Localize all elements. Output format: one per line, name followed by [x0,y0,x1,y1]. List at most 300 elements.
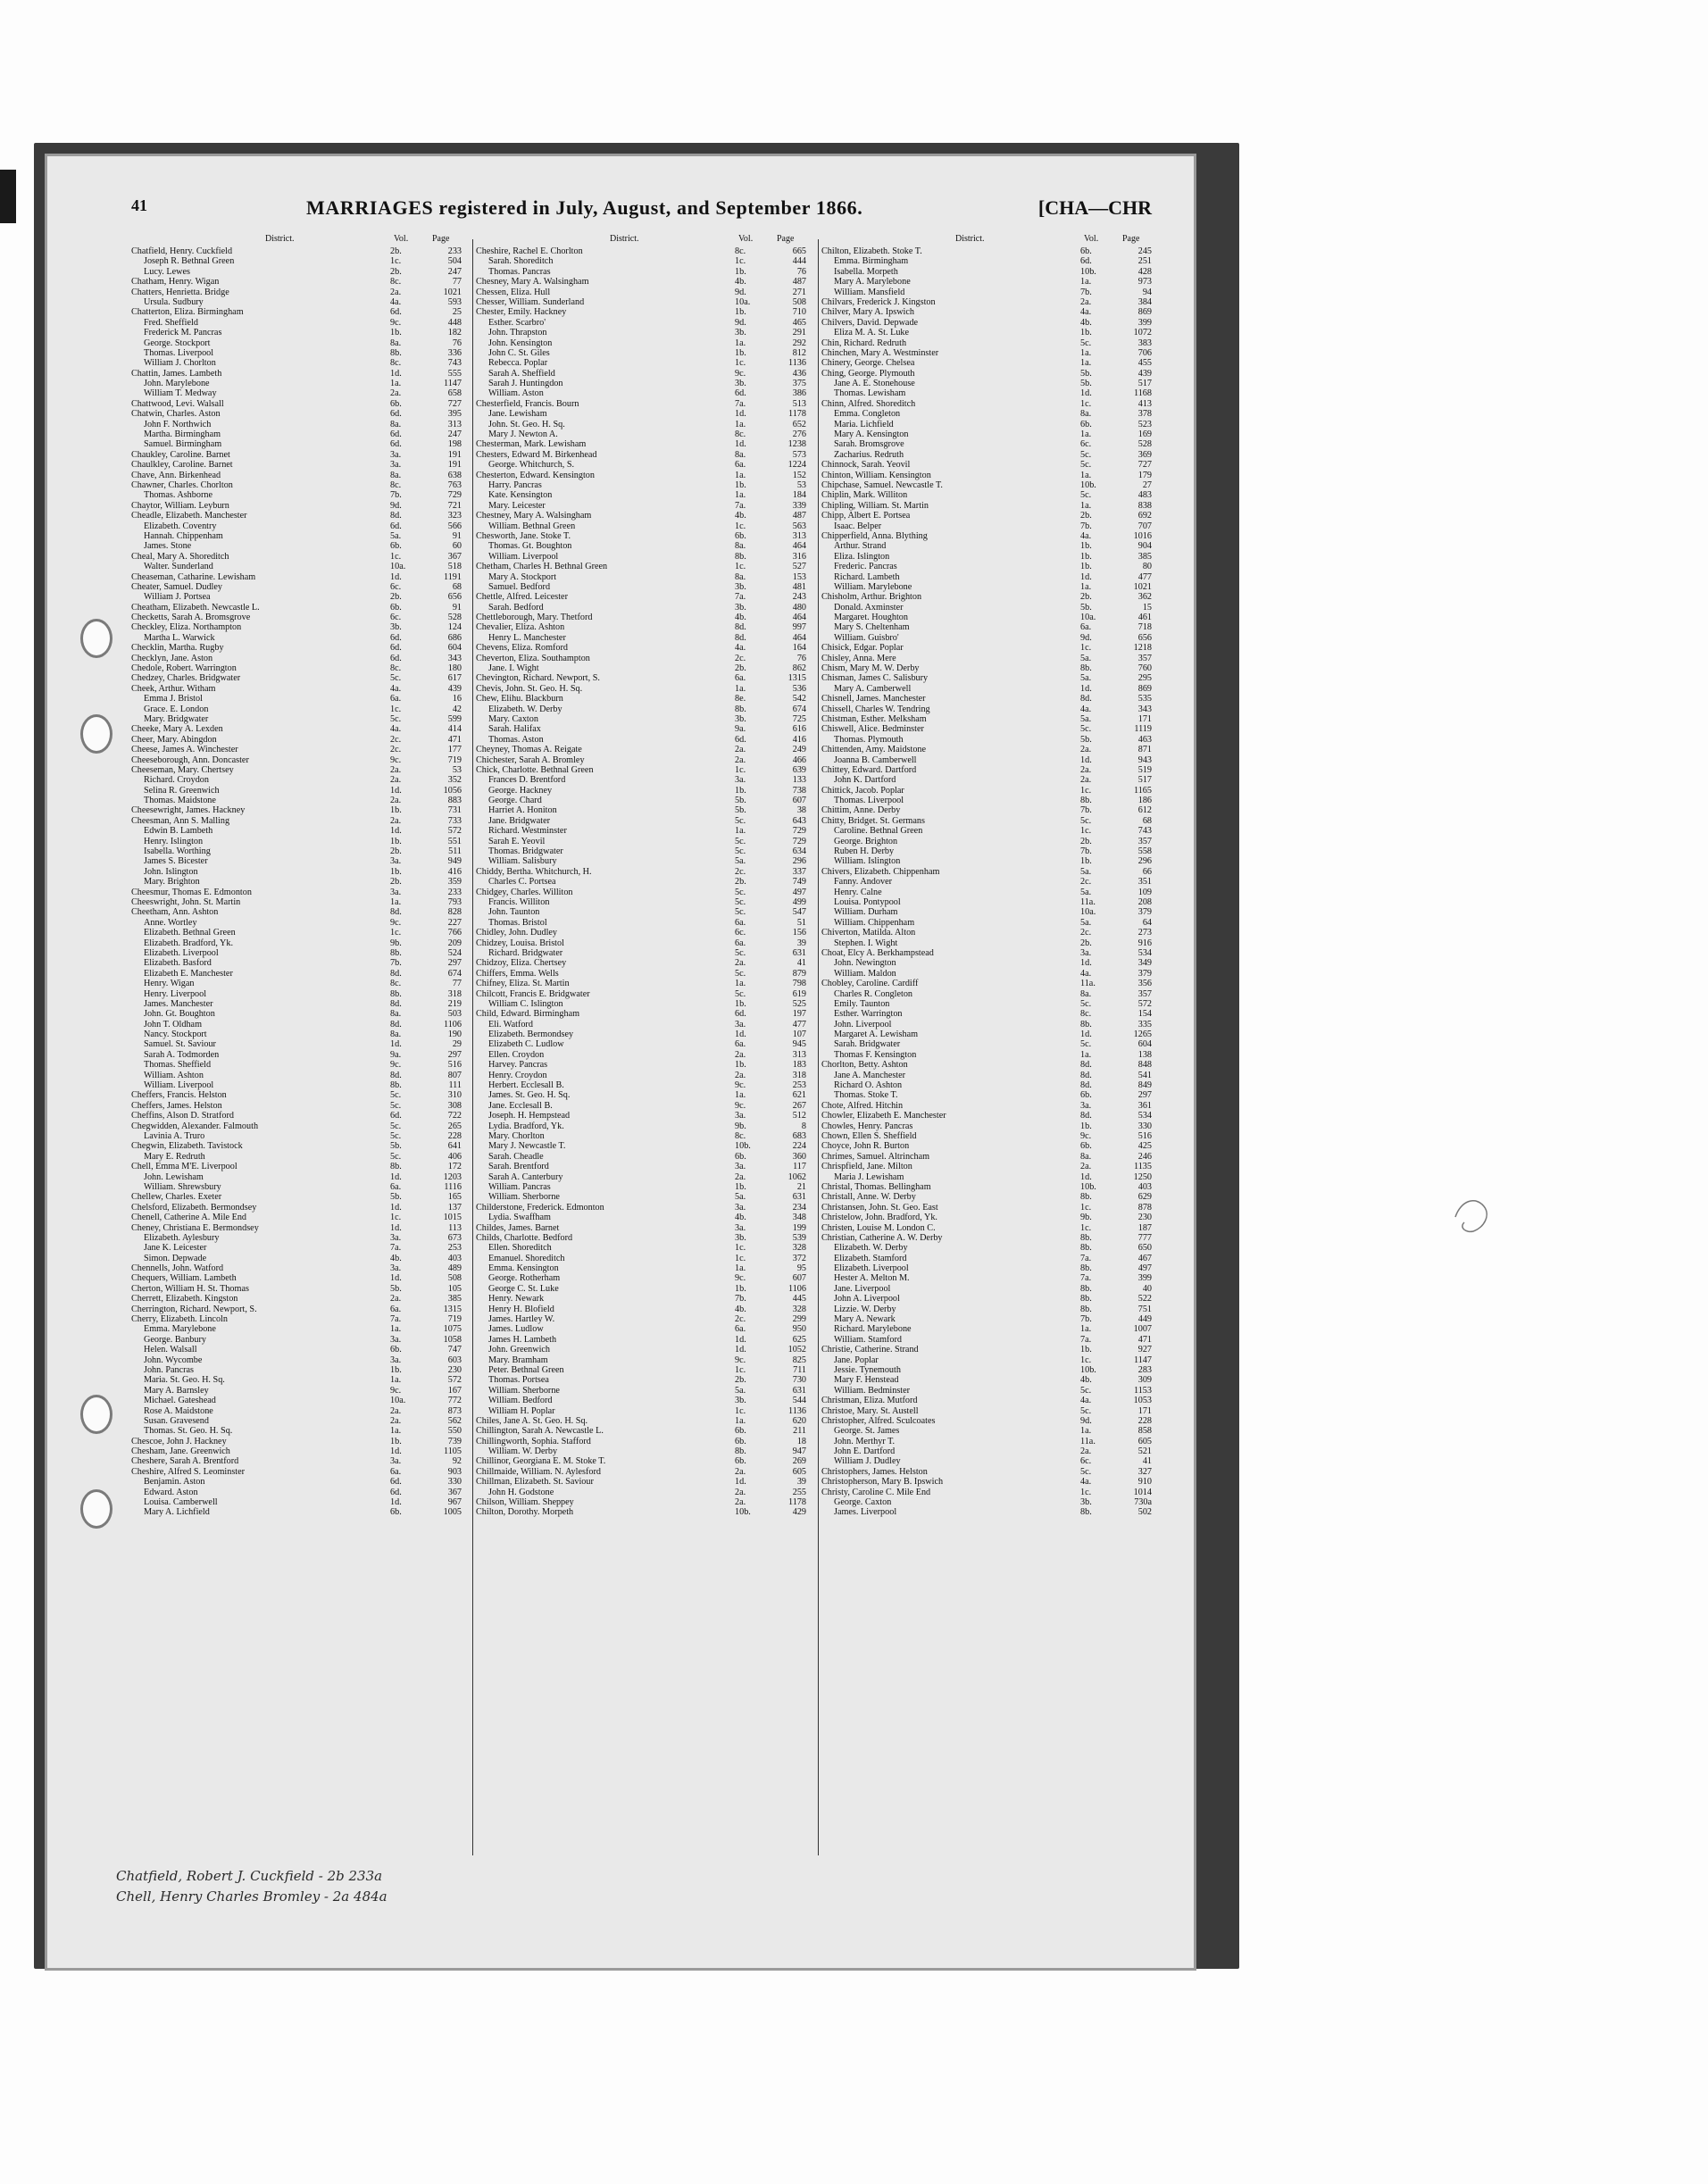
entry-page: 683 [771,1131,806,1141]
entry-name-district: John. Kensington [488,338,733,348]
index-entry [821,1060,1170,1070]
entry-page: 117 [771,1162,806,1171]
entry-volume: 2b. [390,846,422,856]
entry-volume: 8d. [1080,1080,1112,1090]
entry-name-district: John. Newington [834,958,1079,968]
entry-name-district: Chinn, Alfred. Shoreditch [821,399,1079,409]
entry-name-district: George. St. James [834,1426,1079,1436]
entry-volume: 6c. [390,582,422,592]
entry-volume: 2a. [735,745,767,754]
entry-volume: 8d. [1080,1060,1112,1070]
entry-volume: 1c. [735,358,767,368]
entry-page: 299 [771,1314,806,1324]
index-entry [821,582,1170,592]
index-entry [131,471,479,480]
entry-page: 551 [426,837,462,846]
entry-volume: 3a. [735,1020,767,1029]
index-entry [476,1090,824,1100]
entry-volume: 9c. [735,1080,767,1090]
entry-page: 77 [426,979,462,988]
entry-page: 497 [1116,1263,1152,1273]
entry-volume: 1a. [390,1324,422,1334]
entry-page: 1075 [426,1324,462,1334]
entry-name-district: Chescoe, John J. Hackney [131,1437,388,1446]
entry-volume: 2c. [735,654,767,663]
entry-volume: 2a. [735,1172,767,1182]
district-header: District. [265,234,295,244]
entry-volume: 1d. [390,572,422,582]
index-entry [476,613,824,622]
entry-page: 873 [426,1406,462,1416]
entry-page: 631 [771,1192,806,1202]
entry-name-district: Isabella. Morpeth [834,267,1079,277]
index-entry [131,288,479,297]
index-entry [821,439,1170,449]
entry-volume: 1a. [735,979,767,988]
index-entry [476,531,824,541]
entry-volume: 8d. [390,999,422,1009]
entry-volume: 5b. [390,1192,422,1202]
entry-name-district: Mary E. Redruth [144,1152,388,1162]
entry-name-district: Chillinor, Georgiana E. M. Stoke T. [476,1456,733,1466]
entry-name-district: William H. Poplar [488,1406,733,1416]
entry-page: 927 [1116,1345,1152,1355]
entry-name-district: John H. Godstone [488,1488,733,1497]
entry-page: 385 [1116,552,1152,562]
entry-volume: 5b. [735,796,767,805]
entry-page: 198 [426,439,462,449]
entry-name-district: Chitty, Bridget. St. Germans [821,816,1079,826]
entry-volume: 10b. [1080,267,1112,277]
index-entry [131,1172,479,1182]
entry-volume: 6d. [735,735,767,745]
index-entry [476,450,824,460]
entry-name-district: William. Chippenham [834,918,1079,928]
entry-page: 1315 [426,1305,462,1314]
entry-name-district: Herbert. Ecclesall B. [488,1080,733,1090]
entry-page: 573 [771,450,806,460]
index-entry [821,1101,1170,1111]
entry-name-district: Childs, Charlotte. Bedford [476,1233,733,1243]
entry-page: 209 [426,938,462,948]
entry-page: 534 [1116,1111,1152,1121]
entry-page: 471 [426,735,462,745]
entry-volume: 6c. [735,928,767,938]
entry-volume: 6b. [1080,420,1112,429]
index-entry [476,1141,824,1151]
entry-volume: 1a. [1080,582,1112,592]
entry-volume: 3a. [735,1111,767,1121]
index-entry [821,714,1170,724]
punch-hole [80,619,112,658]
entry-volume: 7a. [390,1314,422,1324]
index-entry [131,704,479,714]
index-entry [821,745,1170,754]
entry-page: 172 [426,1162,462,1171]
entry-name-district: William T. Medway [144,388,388,398]
entry-page: 276 [771,429,806,439]
index-entry [476,704,824,714]
index-entry [821,1029,1170,1039]
entry-volume: 4a. [390,684,422,694]
entry-name-district: Emma. Kensington [488,1263,733,1273]
entry-name-district: William. Pancras [488,1182,733,1192]
entry-volume: 1a. [390,1375,422,1385]
entry-volume: 9c. [735,1355,767,1365]
index-entry [476,867,824,877]
entry-volume: 5c. [735,846,767,856]
entry-page: 77 [426,277,462,287]
entry-page: 335 [1116,1020,1152,1029]
index-entry [821,1507,1170,1517]
index-entry [476,1172,824,1182]
index-entry [131,1263,479,1273]
index-entry [821,531,1170,541]
entry-name-district: Donald. Axminster [834,603,1079,613]
index-entry [476,1101,824,1111]
entry-page: 291 [771,328,806,338]
entry-name-district: Harry. Pancras [488,480,733,490]
entry-list [821,246,1170,1518]
index-entry [476,328,824,338]
entry-name-district: Susan. Gravesend [144,1416,388,1426]
entry-volume: 9b. [735,1121,767,1131]
index-entry [131,1182,479,1192]
entry-volume: 1a. [735,684,767,694]
index-entry [476,958,824,968]
entry-volume: 3b. [735,714,767,724]
index-entry [131,552,479,562]
index-entry [821,1152,1170,1162]
index-entry [131,1223,479,1233]
index-entry [476,1406,824,1416]
entry-volume: 1d. [1080,755,1112,765]
entry-page: 513 [771,399,806,409]
entry-volume: 8b. [390,948,422,958]
entry-page: 634 [771,846,806,856]
index-entry [821,1375,1170,1385]
entry-name-district: Chellew, Charles. Exeter [131,1192,388,1202]
entry-name-district: John T. Oldham [144,1020,388,1029]
entry-page: 749 [771,877,806,887]
entry-volume: 1a. [1080,348,1112,358]
entry-page: 665 [771,246,806,256]
entry-name-district: Thomas. Liverpool [834,796,1079,805]
entry-volume: 10a. [390,1396,422,1405]
entry-volume: 1b. [735,786,767,796]
entry-volume: 9d. [1080,1416,1112,1426]
entry-page: 555 [426,369,462,379]
entry-page: 25 [426,307,462,317]
entry-page: 318 [426,989,462,999]
entry-volume: 7a. [735,399,767,409]
entry-name-district: Cheffers, James. Helston [131,1101,388,1111]
entry-volume: 2c. [735,867,767,877]
index-entry [476,724,824,734]
index-entry [131,358,479,368]
entry-name-district: Isaac. Belper [834,521,1079,531]
entry-volume: 5c. [390,1152,422,1162]
index-entry [476,480,824,490]
entry-name-district: Chesterfield, Francis. Bourn [476,399,733,409]
punch-hole [80,1395,112,1434]
entry-volume: 3a. [390,856,422,866]
index-entry [821,358,1170,368]
entry-name-district: Cheer, Mary. Abingdon [131,735,388,745]
entry-page: 1021 [426,288,462,297]
entry-volume: 5c. [1080,999,1112,1009]
entry-page: 444 [771,256,806,266]
page-header-label: Page [1122,234,1139,244]
entry-volume: 4a. [390,724,422,734]
entry-name-district: Chisnell, James. Manchester [821,694,1079,704]
entry-name-district: Cheesewright, James. Hackney [131,805,388,815]
entry-volume: 2c. [390,745,422,754]
entry-page: 729 [771,837,806,846]
entry-page: 1119 [1116,724,1152,734]
entry-page: 516 [426,1060,462,1070]
entry-name-district: Chevis, John. St. Geo. H. Sq. [476,684,733,694]
index-entry [131,328,479,338]
entry-volume: 4b. [1080,318,1112,328]
entry-volume: 6c. [1080,1456,1112,1466]
entry-name-district: Chote, Alfred. Hitchin [821,1101,1079,1111]
index-entry [821,948,1170,958]
entry-volume: 1a. [1080,501,1112,511]
entry-name-district: James. St. Geo. H. Sq. [488,1090,733,1100]
index-entry [476,1182,824,1192]
district-header: District. [610,234,639,244]
entry-name-district: Chiswell, Alice. Bedminster [821,724,1079,734]
index-entry [821,1386,1170,1396]
entry-page: 247 [426,267,462,277]
index-entry [131,897,479,907]
entry-volume: 2a. [390,388,422,398]
entry-volume: 2b. [1080,938,1112,948]
entry-volume: 2a. [1080,745,1112,754]
entry-name-district: Chaulkley, Caroline. Barnet [131,460,388,470]
entry-volume: 7b. [390,490,422,500]
entry-volume: 3a. [390,1335,422,1345]
entry-page: 1015 [426,1213,462,1222]
entry-name-district: Thomas. Lewisham [834,388,1079,398]
entry-page: 706 [1116,348,1152,358]
entry-name-district: Jane. Lewisham [488,409,733,419]
entry-name-district: Cheeke, Mary A. Lexden [131,724,388,734]
entry-volume: 2a. [1080,1162,1112,1171]
index-entry [821,552,1170,562]
entry-name-district: Chettleborough, Mary. Thetford [476,613,733,622]
entry-name-district: Chidzey, Louisa. Bristol [476,938,733,948]
entry-page: 625 [771,1335,806,1345]
entry-page: 464 [771,613,806,622]
index-entry [821,328,1170,338]
entry-name-district: Mary A. Newark [834,1314,1079,1324]
entry-volume: 8a. [390,471,422,480]
index-entry [131,633,479,643]
entry-volume: 5b. [390,1141,422,1151]
index-entry [476,1020,824,1029]
entry-volume: 1c. [390,256,422,266]
entry-volume: 2b. [1080,592,1112,602]
entry-name-district: William. Bethnal Green [488,521,733,531]
entry-volume: 1a. [735,338,767,348]
index-entry [476,1365,824,1375]
entry-name-district: Elizabeth. Bradford, Yk. [144,938,388,948]
index-entry [821,755,1170,765]
entry-volume: 8a. [735,572,767,582]
index-entry [821,1446,1170,1456]
entry-page: 719 [426,1314,462,1324]
entry-name-district: Jane. Bridgwater [488,816,733,826]
entry-page: 94 [1116,288,1152,297]
entry-volume: 9c. [390,318,422,328]
entry-page: 361 [1116,1101,1152,1111]
entry-volume: 3b. [735,603,767,613]
vol-header: Vol. [738,234,753,244]
entry-name-district: William. Bedminster [834,1386,1079,1396]
entry-name-district: Sarah. Cheadle [488,1152,733,1162]
entry-page: 947 [771,1446,806,1456]
index-entry [131,297,479,307]
entry-volume: 1b. [735,307,767,317]
index-entry [821,1314,1170,1324]
index-entry [131,1456,479,1466]
entry-volume: 3b. [390,622,422,632]
entry-volume: 1c. [735,1254,767,1263]
index-entry [476,1223,824,1233]
entry-page: 619 [771,989,806,999]
entry-volume: 8b. [1080,1020,1112,1029]
index-entry [131,796,479,805]
index-entry [131,654,479,663]
page-header-label: Page [432,234,449,244]
entry-page: 1178 [771,1497,806,1507]
entry-page: 40 [1116,1284,1152,1294]
entry-volume: 2a. [390,1406,422,1416]
entry-volume: 7a. [735,592,767,602]
entry-name-district: Elizabeth. Aylesbury [144,1233,388,1243]
index-entry [131,1335,479,1345]
index-entry [131,1243,479,1253]
entry-name-district: Chester, Emily. Hackney [476,307,733,317]
index-entry [476,1507,824,1517]
entry-volume: 5c. [390,1090,422,1100]
entry-page: 109 [1116,888,1152,897]
entry-name-district: Cheek, Arthur. Witham [131,684,388,694]
index-entry [476,1284,824,1294]
entry-page: 295 [1116,673,1152,683]
index-entry [131,277,479,287]
entry-name-district: John E. Dartford [834,1446,1079,1456]
entry-volume: 1b. [390,1365,422,1375]
entry-volume: 8c. [390,277,422,287]
index-entry [131,480,479,490]
index-entry [476,399,824,409]
entry-volume: 1c. [390,1213,422,1222]
index-entry [131,826,479,836]
entry-name-district: Christen, Louise M. London C. [821,1223,1079,1233]
index-entry [476,541,824,551]
entry-volume: 6d. [390,654,422,663]
entry-page: 1072 [1116,328,1152,338]
entry-volume: 1b. [735,999,767,1009]
entry-page: 718 [1116,622,1152,632]
entry-name-district: Checklyn, Jane. Aston [131,654,388,663]
entry-volume: 1a. [735,420,767,429]
entry-page: 558 [1116,846,1152,856]
entry-page: 309 [1116,1375,1152,1385]
index-entry [821,989,1170,999]
entry-page: 403 [1116,1182,1152,1192]
index-entry [476,684,824,694]
entry-name-district: William. Shrewsbury [144,1182,388,1192]
entry-name-district: William. Aston [488,388,733,398]
entry-volume: 4b. [735,511,767,521]
entry-page: 825 [771,1355,806,1365]
index-entry [821,877,1170,887]
index-entry [821,1039,1170,1049]
index-entry [476,1477,824,1487]
entry-name-district: Childerstone, Frederick. Edmonton [476,1203,733,1213]
entry-name-district: Chisholm, Arthur. Brighton [821,592,1079,602]
index-entry [821,1324,1170,1334]
entry-name-district: John. Gt. Boughton [144,1009,388,1019]
entry-volume: 8c. [735,246,767,256]
index-entry [131,1090,479,1100]
index-entry [821,673,1170,683]
index-entry [476,1009,824,1019]
index-entry [476,745,824,754]
entry-volume: 9c. [390,1060,422,1070]
index-entry [476,755,824,765]
index-entry [476,775,824,785]
entry-page: 328 [771,1305,806,1314]
entry-volume: 3b. [735,1233,767,1243]
entry-name-district: Chilton, Elizabeth. Stoke T. [821,246,1079,256]
entry-name-district: Ursula. Sudbury [144,297,388,307]
index-entry [821,256,1170,266]
entry-page: 152 [771,471,806,480]
entry-name-district: Mary A. Barnsley [144,1386,388,1396]
entry-page: 414 [426,724,462,734]
entry-page: 107 [771,1029,806,1039]
entry-name-district: Cheffers, Francis. Helston [131,1090,388,1100]
entry-name-district: John A. Liverpool [834,1294,1079,1304]
index-entry [821,938,1170,948]
entry-volume: 1d. [1080,958,1112,968]
index-entry [131,1426,479,1436]
entry-name-district: Henry. Calne [834,888,1079,897]
entry-name-district: Louisa. Camberwell [144,1497,388,1507]
index-entry [476,1050,824,1060]
entry-page: 323 [426,511,462,521]
entry-volume: 1c. [735,765,767,775]
index-entry [131,592,479,602]
entry-volume: 5c. [1080,490,1112,500]
entry-name-district: William J. Portsea [144,592,388,602]
entry-name-district: Chegwin, Elizabeth. Tavistock [131,1141,388,1151]
entry-volume: 4a. [390,297,422,307]
entry-page: 249 [771,745,806,754]
index-entry [131,999,479,1009]
entry-page: 76 [771,654,806,663]
entry-volume: 8b. [1080,663,1112,673]
entry-name-district: Nancy. Stockport [144,1029,388,1039]
entry-name-district: Chesham, Jane. Greenwich [131,1446,388,1456]
scan-edge-mark [0,170,16,223]
entry-page: 351 [1116,877,1152,887]
